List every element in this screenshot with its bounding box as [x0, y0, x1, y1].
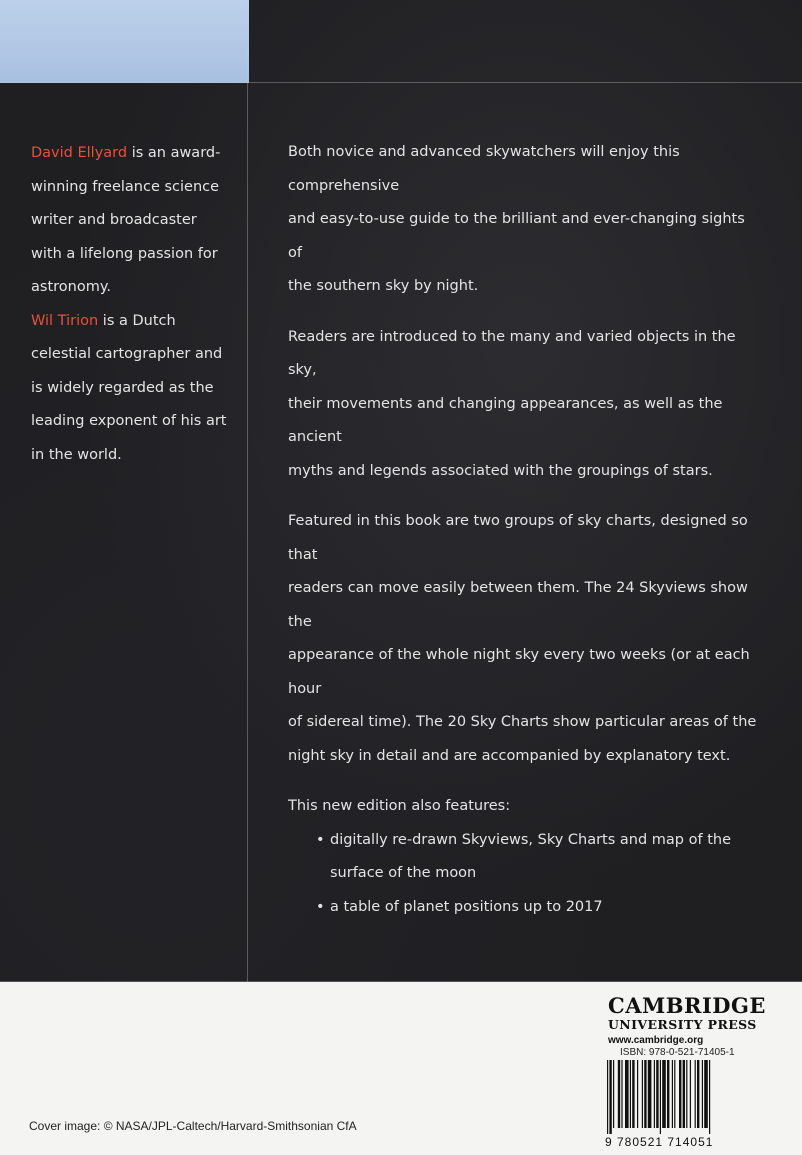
description-paragraph-2: [288, 321, 758, 489]
bio-line: writer and broadcaster: [31, 212, 197, 228]
text-line: appearance of the whole night sky every two weeks (or at each hour: [288, 647, 750, 697]
bottom-divider: [0, 981, 802, 982]
bio-line: in the world.: [31, 446, 122, 463]
author-name-ellyard: David Ellyard: [31, 145, 128, 161]
isbn-label: ISBN: 978-0-521-71405-1: [620, 1047, 735, 1058]
bio-line: is widely regarded as the: [31, 379, 214, 396]
features-intro: This new edition also features:: [288, 798, 511, 814]
text-line: Featured in this book are two groups of sky charts, designed so that: [288, 513, 748, 563]
bio-line: is a Dutch: [102, 312, 176, 329]
bio-line: winning freelance science: [31, 178, 220, 195]
text-line: surface of the moon: [330, 865, 477, 881]
bio-line: astronomy.: [31, 279, 111, 295]
book-description: [288, 136, 758, 924]
author-bios: [31, 137, 236, 472]
bullet-icon: •: [316, 898, 325, 915]
cover-image-credit: Cover image: © NASA/JPL-Caltech/Harvard-Smithsonian CfA: [29, 1119, 357, 1133]
vertical-divider: [247, 0, 248, 982]
barcode-number: 9 780521 714051: [605, 1135, 714, 1149]
text-line: Readers are introduced to the many and varied objects in the sky,: [288, 328, 736, 378]
color-block: [0, 0, 249, 83]
text-line: readers can move easily between them. The 24 Skyviews show the: [288, 580, 748, 630]
text-line: the southern sky by night.: [288, 278, 479, 294]
text-line: and easy-to-use guide to the brilliant and ever-changing sights of: [288, 211, 745, 261]
bio-line: is an award-: [131, 145, 221, 161]
text-line: a table of planet positions up to 2017: [330, 898, 603, 915]
bio-line: with a lifelong passion for: [31, 245, 218, 262]
text-line: their movements and changing appearances, as well as the ancient: [288, 395, 723, 445]
bio-ellyard: [31, 137, 236, 305]
author-name-tirion: Wil Tirion: [31, 312, 99, 329]
publisher-logo: [608, 993, 766, 1049]
barcode: [605, 1060, 755, 1140]
text-line: myths and legends associated with the groupings of stars.: [288, 462, 713, 479]
barcode-icon: [605, 1060, 755, 1134]
text-line: night sky in detail and are accompanied by explanatory text.: [288, 747, 731, 764]
horizontal-divider: [0, 82, 802, 83]
publisher-name: CAMBRIDGE: [608, 993, 766, 1018]
description-paragraph-3: [288, 505, 758, 773]
bullet-icon: •: [316, 831, 325, 848]
description-paragraph-1: [288, 136, 758, 304]
publisher-subtitle: UNIVERSITY PRESS: [608, 1017, 757, 1032]
bio-line: leading exponent of his art: [31, 413, 227, 429]
text-line: Both novice and advanced skywatchers will enjoy this comprehensive: [288, 144, 680, 194]
features-list: [288, 824, 758, 925]
text-line: digitally re-drawn Skyviews, Sky Charts and map of the: [330, 831, 731, 848]
publisher-url: www.cambridge.org: [608, 1035, 704, 1046]
bio-tirion: [31, 305, 236, 473]
bio-line: celestial cartographer and: [31, 346, 223, 362]
text-line: of sidereal time). The 20 Sky Charts show particular areas of the: [288, 714, 757, 730]
feature-item: [316, 891, 758, 925]
feature-item: [316, 824, 758, 891]
